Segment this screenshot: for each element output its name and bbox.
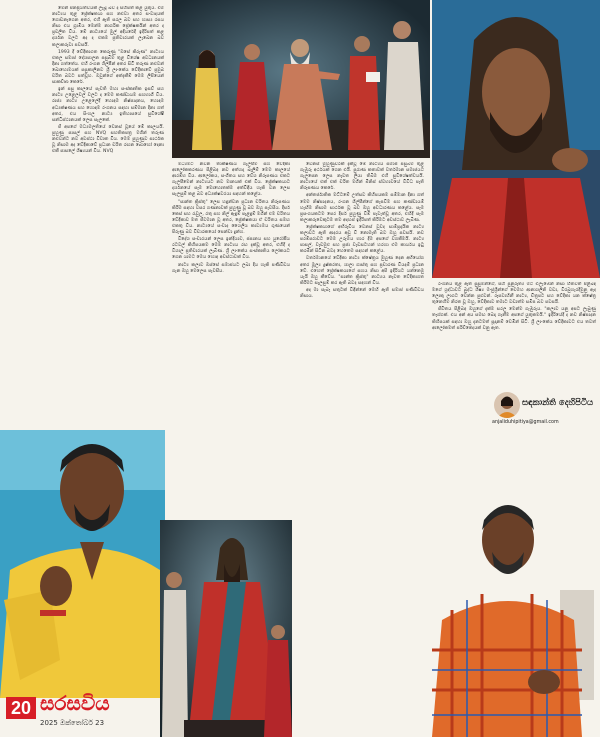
article-paragraph: නාට්‍ය කලාව ඔස්සේ සමාජයට ලබා දිය හැකි පණිවිඩය ගැන ඔහු මෙලෙස පැවසීය. bbox=[172, 262, 290, 274]
issue-date: 2025 ඔක්තෝබර් 23 bbox=[40, 719, 105, 727]
article-column-3 bbox=[300, 162, 424, 732]
article-paragraph: විදේශ සංචාරයන් ලෙස ඉන්දියාව, ජපානය සහ යුරෝපීය රටවල් කිහිපයකම මෙම නාට්‍යය රඟ දැක්වූ අතර, එහිදී ද විශාල ප්‍රතිචාරයක් ලැබිණ. ශ්‍රී ලාංකේය සංස්කෘතිය ලෝකයට ගෙන යාමට මෙය හොඳ අවස්ථාවක් විය. bbox=[172, 237, 290, 261]
stage-photo-top bbox=[172, 0, 430, 158]
article-paragraph: මධ්‍යමට නවීන තාක්ෂණය ගැලපීම සහ වේදිකා ආලෝකකරණය පිළිබඳ නව අත්හදා බැලීම් මෙම කාලයේ ආරම්භ විය. ආලෝකය, සංගීතය සහ වේශ නිරූපණය එකට ගැලපීමෙන් නාට්‍යයට නව මානයක් එක් විය. ප්‍රේක්ෂකයාට දර්ශනයේ සෑම මොහොතක්ම අත්විඳිය හැකි වන ලෙස සැලසුම් කළ බව අධ්‍යක්ෂවරයා සඳහන් කළේය. bbox=[172, 162, 290, 198]
article-paragraph: ඉන් පසු කාලයේ පැවති මහා සංස්කෘතික ඉසව් සහ නාට්‍ය උළෙලවල් වලට ද මෙම කණ්ඩායම සහභාගී විය. රාජ්‍ය නාට්‍ය උළෙලේදී හොඳම නිෂ්පාදනය, හොඳම අධ්‍යක්ෂණය සහ හොඳම රංගනය සඳහා සම්මාන දිනා ගත් අතර, එය සිංහල නාට්‍ය ඉතිහාසයේ සුවිශේෂී සන්ධිස්ථානයක් ලෙස සැලකේ. bbox=[52, 87, 164, 123]
article-paragraph: වෙනස් මුහුණුවරක් දැක්වූ මේ නාට්‍යය සමාජ පසුබිම තුළ ගැඹුරු අර්ථයක් ගෙන එයි. පුරාණ කතාවක් වර්තමාන සමාජයට ගැලපෙන ලෙස නැවත ලියා තිබීම එහි සුවිශේෂත්වයයි. නාට්‍යයේ එක් එක් චරිත මගින් මිනිස් ස්වභාවයේ විවිධ පැති නිරූපණය කෙරේ. bbox=[300, 162, 424, 192]
article-paragraph: "සාන්ත ක්‍රිස්තු" ලෙස හඳුන්වන ප්‍රධාන චරිතය නිරූපණය කිරීම සඳහා වසර ගණනාවක් පුහුණු වූ බව ඔහු පැවසීය. දීර්ඝ කෙස් සහ රැවුල, රතු සහ නිල් ඇඳුම් පැළඳුම් මගින් එම චරිතය වේදිකාව මත ජීවමාන වූ අතර, ප්‍රේක්ෂකයා ඒ චරිතය සමඟ එකතු විය. නාට්‍යයේ සංවාද ශෛලිය කාව්‍යමය ගුණයෙන් පිරුණු බව විචාරකයෝ පෙන්වා දුන්හ. bbox=[172, 199, 290, 236]
article-column-1 bbox=[52, 6, 164, 418]
article-paragraph: අද මා සැබෑ සතුටක් විඳින්නේ මෙහි ඇති සමාජ පණිවිඩය නිසාය. bbox=[300, 287, 424, 299]
article-paragraph: රංගනය තුළ ඇති සුසුමන්ගේ, සිහි පුනුරුත්‍ය මට එලැඹෙන් නිසා හිතවත් පිළිබඳ මගේ ශ්‍රද්ධාවට බුද්ධ ශිෂ්‍ය මංජුශ්‍රීන්ගේ චෙමහ ආනාශලිනි වඩා, වීරබුහැරදීමුනු ඇද ලොකු ලාගට වෙන්න පුළුවන්. රූපවාහිනී නාට්‍ය, චිත්‍රපට සහ වේදිකා යන ක්ෂේත්‍ර තුනෙහිම නිරත වූ ඔහු, වේදිකාව තමාට වඩාත්ම සමීප බව පවසයි. bbox=[432, 282, 596, 306]
actor-portrait-bottom-left bbox=[0, 430, 165, 698]
article-paragraph: මෙන් ජනප්‍රියත්වයක් ලැබූ බව ද සිහිපත් කළ යුතුය. එම නාට්‍යය තුළ ප්‍රේක්ෂකයා සහ නළුවා අතර සංවාදයක් ගොඩනැගෙන අතර, එහි ඇති සරල බව සහ හාස්‍ය රසය නිසා එය ග්‍රාමීය මෙන්ම නාගරික ප්‍රේක්ෂකයින් අතර ද ප්‍රචලිත විය. මේ නාට්‍යයේ මුල් අදියරේදී ඉදිරිපත් කළ දර්ශන වලට අද ද එකම ප්‍රතිචාරයක් ලැබෙන බව කලාකරුවා පවසයි. bbox=[52, 6, 164, 48]
actor-portrait-top bbox=[432, 0, 600, 278]
author-avatar bbox=[494, 392, 520, 418]
article-paragraph: 1993 දී වේදිකාගත කෙරුණු "ඔසේ කිරුණ" නාට්‍යය එකල සමාජ දේශපාලන පසුබිම තුළ විශේෂ අවධානයක් දිනා ගත්තේය. එහි රංගන ශිල්පීන් අතර සිටි තරුණ නළුවන් බොහොමයක් පසුකාලීනව ශ්‍රී ලාංකේය වේදිකාවේ ප්‍රමුඛ චරිත බවට පත්වූහ. ඔවුන්ගේ අත්දැකීම් මෙම ලිපියෙන් සාකච්ඡා කෙරේ. bbox=[52, 49, 164, 86]
article-paragraph: ප්‍රේක්ෂකයාගේ අභිරුචිය වෙනස් වුවද සාම්ප්‍රදායික නාට්‍ය කලාවට ඇති ආදරය අඩු වී නොමැති බව ඔහු පවසයි. නව පරම්පරාවට මෙම උරුමය භාර දීම අපගේ වගකීමයි. නාට්‍ය පාසල්, වැඩමුළු සහ ප්‍රජා වැඩසටහන් හරහා එම කාර්යය ඉටු කරමින් සිටින බවද හෙතෙම සඳහන් කළේය. bbox=[300, 224, 424, 255]
magazine-name: සරසවිය bbox=[40, 691, 110, 715]
article-paragraph: ජී අපගේ මධ්‍යමලතියේ වෙනස් වූයේ මේ කාලයයි. පුහුණු පාසල් සහ NVQ සහතිකපත්‍ර මගින් තරුණ නළුවන්ට නව අවස්ථා විවෘත විය. මෙම පුහුණුව සාර්ථක වූ නිසාම අද වේදිකාවේ ප්‍රධාන චරිත රඟන බොහෝ දෙනා එකී පාසලේ ශිෂ්‍යයන් විය. NVQ bbox=[52, 124, 164, 155]
article-column-2 bbox=[172, 162, 290, 440]
stage-photo-bottom bbox=[160, 520, 292, 737]
article-column-4 bbox=[432, 282, 596, 380]
actor-portrait-bottom bbox=[432, 470, 600, 737]
article-paragraph: වර්තමානයේ වේදිකා නාට්‍ය ක්ෂේත්‍රය මුහුණ දෙන අභියෝග අතර මූල්‍ය දුෂ්කරතා, ශාලා ගාස්තු සහ ප්‍රචාරණ වියදම් ප්‍රධාන වේ. එහෙත් ප්‍රේක්ෂකයාගේ සහය නිසා අපි ඉදිරියට යන්නෙමු යැයි ඔහු කීවේය. "සාන්ත ක්‍රිස්තු" නාට්‍යය නැවත වේදිකාගත කිරීමට සැලසුම් කර ඇති බවද සඳහන් විය. bbox=[300, 256, 424, 286]
author-email[interactable]: anjaliduhipitiya@gmail.com bbox=[492, 420, 559, 425]
page-number: 20 bbox=[6, 697, 36, 719]
article-paragraph: ජීවිතය පිළිබඳ ඔහුගේ දැක්ම සරල මෙන්ම ගැඹුරුය. "කලාව යනු අපට ලැබුණු තෑග්ගක්. එය අන් අය සමඟ බෙදා ගැනීම අපගේ යුතුකමයි." ඉදිරියේදී ද නව නිෂ්පාදන කිහිපයක් සඳහා ඔහු දැනටමත් සූදානම් වෙමින් සිටී. ශ්‍රී ලාංකේය වේදිකාවට එය තවත් ආලෝකමත් පරිච්ඡේදයක් වනු ඇත. bbox=[432, 307, 596, 331]
author-name: සඳකාන්ති දෙහිපිටිය bbox=[522, 398, 594, 408]
article-paragraph: අන්තර්ජාතික මට්ටමේ උත්සව කිහිපයකම සම්මාන දිනා ගත් මෙම නිෂ්පාදනය, රංගන ශිල්පීන්ගේ කැපවීම සහ කණ්ඩායම් හැඟීම නිසාම සාර්ථක වූ බව ඔහු අවධාරණය කළේය. සෑම ප්‍රසංගයකටම පෙර දීර්ඝ පුහුණු වීම් පැවැත්වූ අතර, එහිදී සෑම කලාකරුවෙකුටම තම අදහස් ඉදිරිපත් කිරීමට අවස්ථාව ලැබිණ. bbox=[300, 193, 424, 223]
